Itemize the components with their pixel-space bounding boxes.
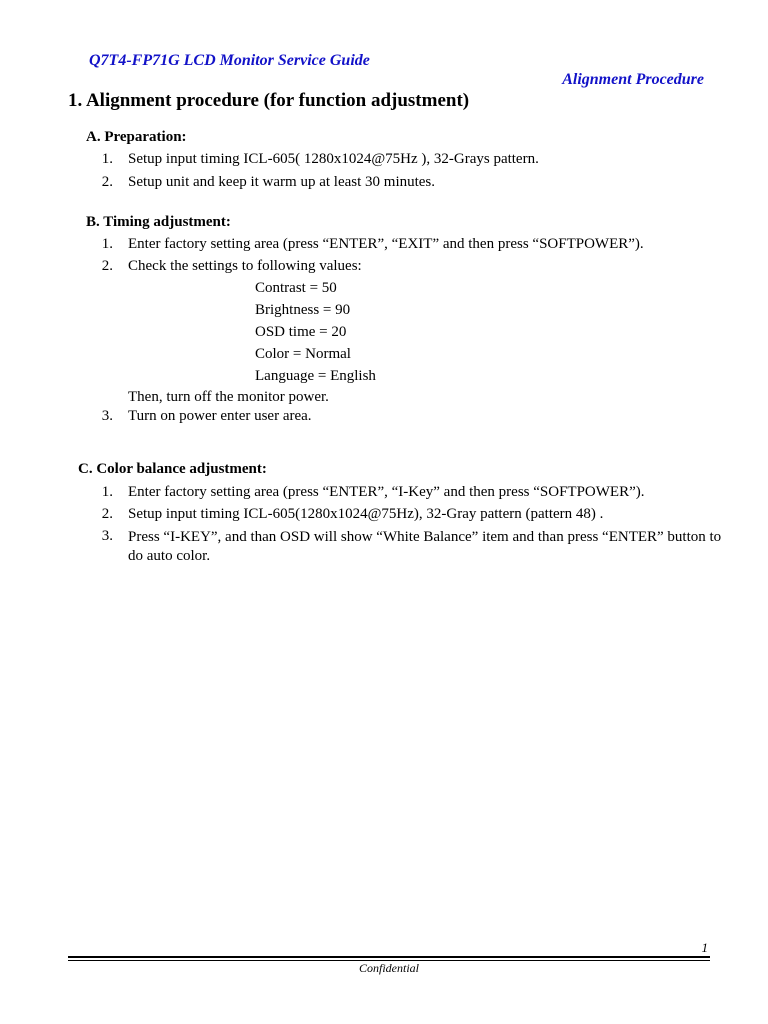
confidential-label: Confidential [359,961,419,975]
section-b-item-3-text: Turn on power enter user area. [128,408,312,424]
section-a-heading: A. Preparation: [86,129,187,145]
page-title: 1. Alignment procedure (for function adjustment) [68,90,470,111]
section-c-item-2-number: 2. [101,506,113,522]
language-value: Language = English [255,368,376,384]
section-a-item-2-number: 2. [101,174,113,190]
section-a-item-1-number: 1. [101,151,113,167]
section-c-item-3-number: 3. [101,528,113,544]
section-b-item-2-text: Check the settings to following values: [128,258,362,274]
section-b-then-note: Then, turn off the monitor power. [128,389,329,405]
section-b-heading: B. Timing adjustment: [86,214,231,230]
section-a-item-1-text: Setup input timing ICL-605( 1280x1024@75Hz ), 32-Grays pattern. [128,151,539,167]
section-a-item-2-text: Setup unit and keep it warm up at least 30 minutes. [128,174,436,190]
page-number: 1 [701,940,708,955]
color-value: Color = Normal [255,346,351,362]
section-c-item-1-number: 1. [101,484,113,500]
footer-rule-thick [68,956,710,958]
document-title-header: Q7T4-FP71G LCD Monitor Service Guide [89,52,370,69]
section-b-item-1-text: Enter factory setting area (press “ENTER”, “EXIT” and then press “SOFTPOWER”). [128,236,644,252]
section-b-item-3-number: 3. [101,408,113,424]
section-c-item-3-text: Press “I-KEY”, and than OSD will show “White Balance” item and than press “ENTER” button to do auto color. [128,529,722,564]
brightness-value: Brightness = 90 [255,302,351,318]
section-c-heading: C. Color balance adjustment: [78,461,267,477]
contrast-value: Contrast = 50 [255,280,337,296]
section-c-item-2-text: Setup input timing ICL-605(1280x1024@75Hz), 32-Gray pattern (pattern 48) . [128,506,604,522]
section-b-item-1-number: 1. [101,236,113,252]
section-b-item-2-number: 2. [101,258,113,274]
section-c-item-1-text: Enter factory setting area (press “ENTER”, “I-Key” and then press “SOFTPOWER”). [128,484,645,500]
osd-time-value: OSD time = 20 [255,324,347,340]
section-header: Alignment Procedure [562,71,704,88]
